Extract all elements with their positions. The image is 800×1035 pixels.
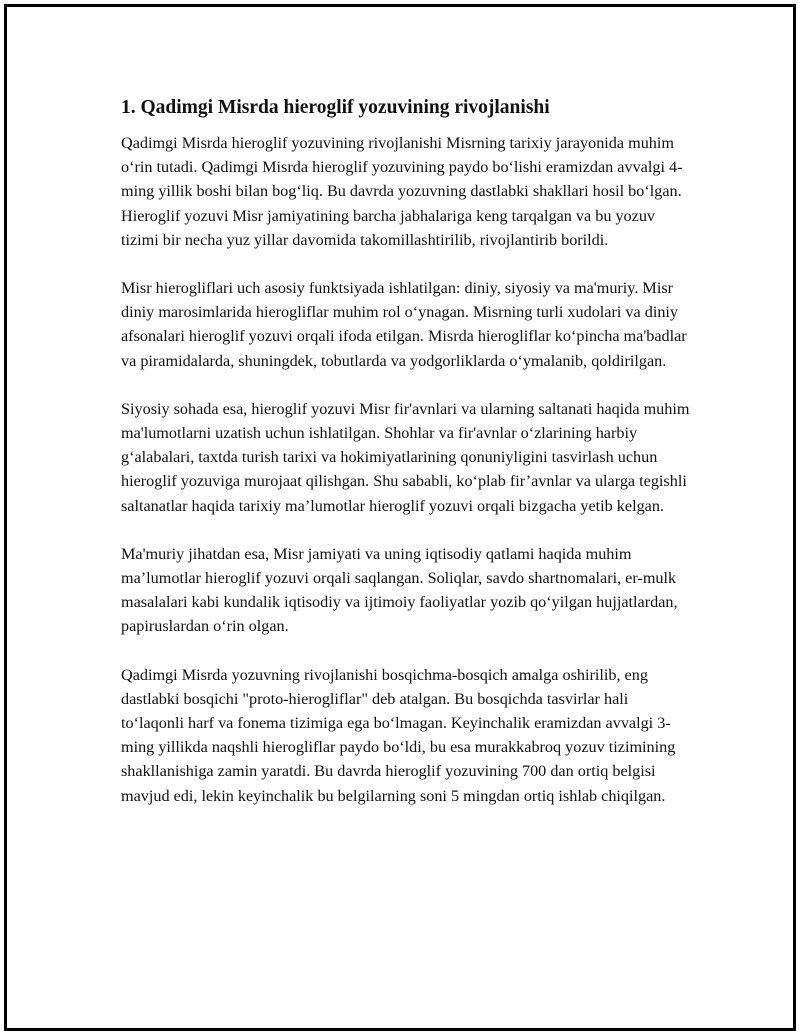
document-page	[4, 4, 796, 1031]
paragraph-development: Qadimgi Misrda yozuvning rivojlanishi bosqichma-bosqich amalga oshirilib, eng dastlabki bosqichi "proto-hierogliflar" deb atalgan. Bu bosqichda tasvirlar hali to‘laqonli harf va fonema tizimiga ega bo‘lmagan. Keyinchalik eramizdan avvalgi 3-ming yillikda naqshli hierogliflar paydo bo‘ldi, bu esa murakkabroq yozuv tizimining shakllanishiga zamin yaratdi. Bu davrda hieroglif yozuvining 700 dan ortiq belgisi mavjud edi, lekin keyinchalik bu belgilarning soni 5 mingdan ortiq ishlab chiqilgan.	[121, 665, 676, 805]
paragraph-functions: Misr hierogliflari uch asosiy funktsiyada ishlatilgan: diniy, siyosiy va ma'muriy. Misr diniy marosimlarida hierogliflar muhim rol o‘ynagan. Misrning turli xudolari va diniy afsonalari hieroglif yozuvi orqali ifoda etilgan. Misrda hierogliflar ko‘pincha ma'badlar va piramidalarda, shuningdek, tobutlarda va yodgorliklarda o‘ymalanib, qoldirilgan.	[121, 279, 687, 370]
paragraph-administrative: Ma'muriy jihatdan esa, Misr jamiyati va uning iqtisodiy qatlami haqida muhim ma’lumotlar hieroglif yozuvi orqali saqlangan. Soliqlar, savdo shartnomalari, er-mulk masalalari kabi kundalik iqtisodiy va ijtimoiy faoliyatlar yozib qo‘yilgan hujjatlardan, papiruslardan o‘rin olgan.	[121, 544, 678, 636]
document-body	[121, 95, 691, 832]
paragraph-intro: Qadimgi Misrda hieroglif yozuvining rivojlanishi Misrning tarixiy jarayonida muhim o‘rin tutadi. Qadimgi Misrda hieroglif yozuvining paydo bo‘lishi eramizdan avvalgi 4-ming yillik boshi bilan bog‘liq. Bu davrda yozuvning dastlabki shakllari hosil bo‘lgan. Hieroglif yozuvi Misr jamiyatining barcha jabhalariga keng tarqalgan va bu yozuv tizimi bir necha yuz yillar davomida takomillashtirilib, rivojlantirib borildi.	[121, 134, 683, 249]
section-heading: 1. Qadimgi Misrda hieroglif yozuvining rivojlanishi	[121, 97, 550, 118]
paragraph-political: Siyosiy sohada esa, hieroglif yozuvi Misr fir'avnlari va ularning saltanati haqida muhim ma'lumotlarni uzatish uchun ishlatilgan. Shohlar va fir'avnlar o‘zlarining harbiy g‘alabalari, taxtda turish tarixi va hokimiyatlarining qonuniyligini tasvirlash uchun hieroglif yozuviga murojaat qilishgan. Shu sababli, ko‘plab fir’avnlar va ularga tegishli saltanatlar haqida tarixiy ma’lumotlar hieroglif yozuvi orqali bizgacha yetib kelgan.	[121, 399, 690, 515]
